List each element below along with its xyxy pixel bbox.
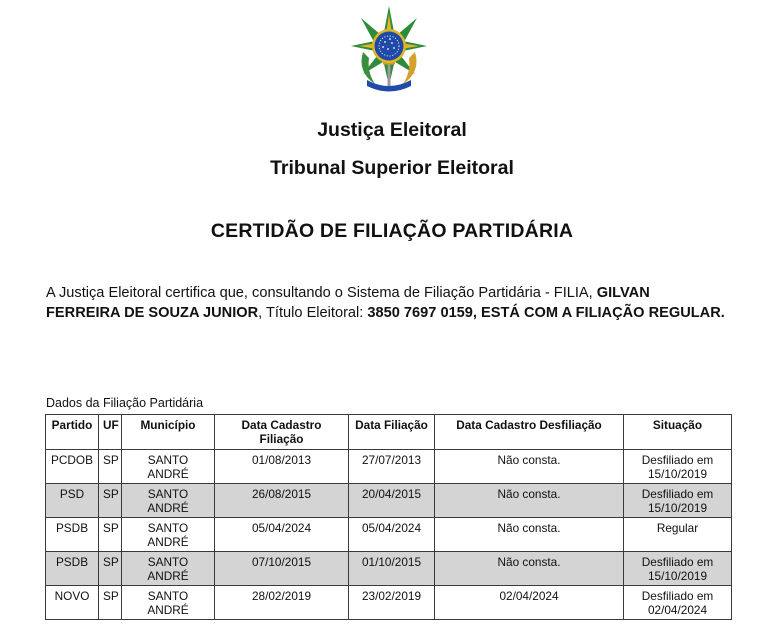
cell-situacao: Desfiliado em 15/10/2019 <box>624 552 732 586</box>
col-header-data-filiacao: Data Filiação <box>349 415 435 450</box>
cell-data-cadastro-filiacao: 26/08/2015 <box>215 484 349 518</box>
cell-uf: SP <box>99 484 122 518</box>
cell-uf: SP <box>99 586 122 620</box>
certificate-text <box>46 284 726 323</box>
cell-data-filiacao: 05/04/2024 <box>349 518 435 552</box>
cell-data-filiacao: 01/10/2015 <box>349 552 435 586</box>
cell-situacao: Desfiliado em 15/10/2019 <box>624 450 732 484</box>
table-header-row <box>46 415 732 450</box>
cell-municipio: SANTO ANDRÉ <box>122 518 215 552</box>
cell-data-cadastro-desfiliacao: Não consta. <box>435 450 624 484</box>
cell-data-cadastro-filiacao: 07/10/2015 <box>215 552 349 586</box>
cell-data-filiacao: 27/07/2013 <box>349 450 435 484</box>
col-header-partido: Partido <box>46 415 99 450</box>
cell-data-filiacao: 20/04/2015 <box>349 484 435 518</box>
table-row <box>46 518 732 552</box>
brazil-coat-of-arms-icon <box>341 2 437 98</box>
col-header-uf: UF <box>99 415 122 450</box>
cell-data-cadastro-filiacao: 01/08/2013 <box>215 450 349 484</box>
cell-data-cadastro-filiacao: 05/04/2024 <box>215 518 349 552</box>
col-header-data-cadastro-desfiliacao: Data Cadastro Desfiliação <box>435 415 624 450</box>
table-row <box>46 586 732 620</box>
cell-data-cadastro-desfiliacao: 02/04/2024 <box>435 586 624 620</box>
cell-municipio: SANTO ANDRÉ <box>122 450 215 484</box>
col-header-municipio: Município <box>122 415 215 450</box>
cell-situacao: Desfiliado em 15/10/2019 <box>624 484 732 518</box>
cell-partido: PSDB <box>46 518 99 552</box>
cell-data-cadastro-desfiliacao: Não consta. <box>435 552 624 586</box>
table-row <box>46 484 732 518</box>
cell-municipio: SANTO ANDRÉ <box>122 552 215 586</box>
cell-data-cadastro-filiacao: 28/02/2019 <box>215 586 349 620</box>
certificate-intro: A Justiça Eleitoral certifica que, consultando o Sistema de Filiação Partidária - FILIA, <box>46 285 597 301</box>
cell-situacao: Regular <box>624 518 732 552</box>
cell-partido: PSDB <box>46 552 99 586</box>
org-name: Justiça Eleitoral <box>317 119 467 141</box>
cell-municipio: SANTO ANDRÉ <box>122 586 215 620</box>
cell-uf: SP <box>99 518 122 552</box>
cell-partido: PCDOB <box>46 450 99 484</box>
cell-uf: SP <box>99 450 122 484</box>
court-name: Tribunal Superior Eleitoral <box>270 157 514 179</box>
cell-partido: PSD <box>46 484 99 518</box>
cell-partido: NOVO <box>46 586 99 620</box>
table-caption: Dados da Filiação Partidária <box>46 396 204 410</box>
voter-title-number: 3850 7697 0159 <box>367 304 473 321</box>
affiliation-status: , ESTÁ COM A FILIAÇÃO REGULAR. <box>472 304 725 321</box>
col-header-data-cadastro-filiacao: Data Cadastro Filiação <box>215 415 349 450</box>
cell-situacao: Desfiliado em 02/04/2024 <box>624 586 732 620</box>
table-row <box>46 450 732 484</box>
cell-data-filiacao: 23/02/2019 <box>349 586 435 620</box>
document-title: CERTIDÃO DE FILIAÇÃO PARTIDÁRIA <box>210 220 574 242</box>
voter-name: GILVAN FERREIRA DE SOUZA JUNIOR <box>46 285 650 321</box>
table-row <box>46 552 732 586</box>
cell-data-cadastro-desfiliacao: Não consta. <box>435 518 624 552</box>
voter-title-label: , Título Eleitoral: <box>258 304 368 321</box>
col-header-situacao: Situação <box>624 415 732 450</box>
cell-data-cadastro-desfiliacao: Não consta. <box>435 484 624 518</box>
affiliation-table <box>45 414 732 620</box>
cell-municipio: SANTO ANDRÉ <box>122 484 215 518</box>
cell-uf: SP <box>99 552 122 586</box>
